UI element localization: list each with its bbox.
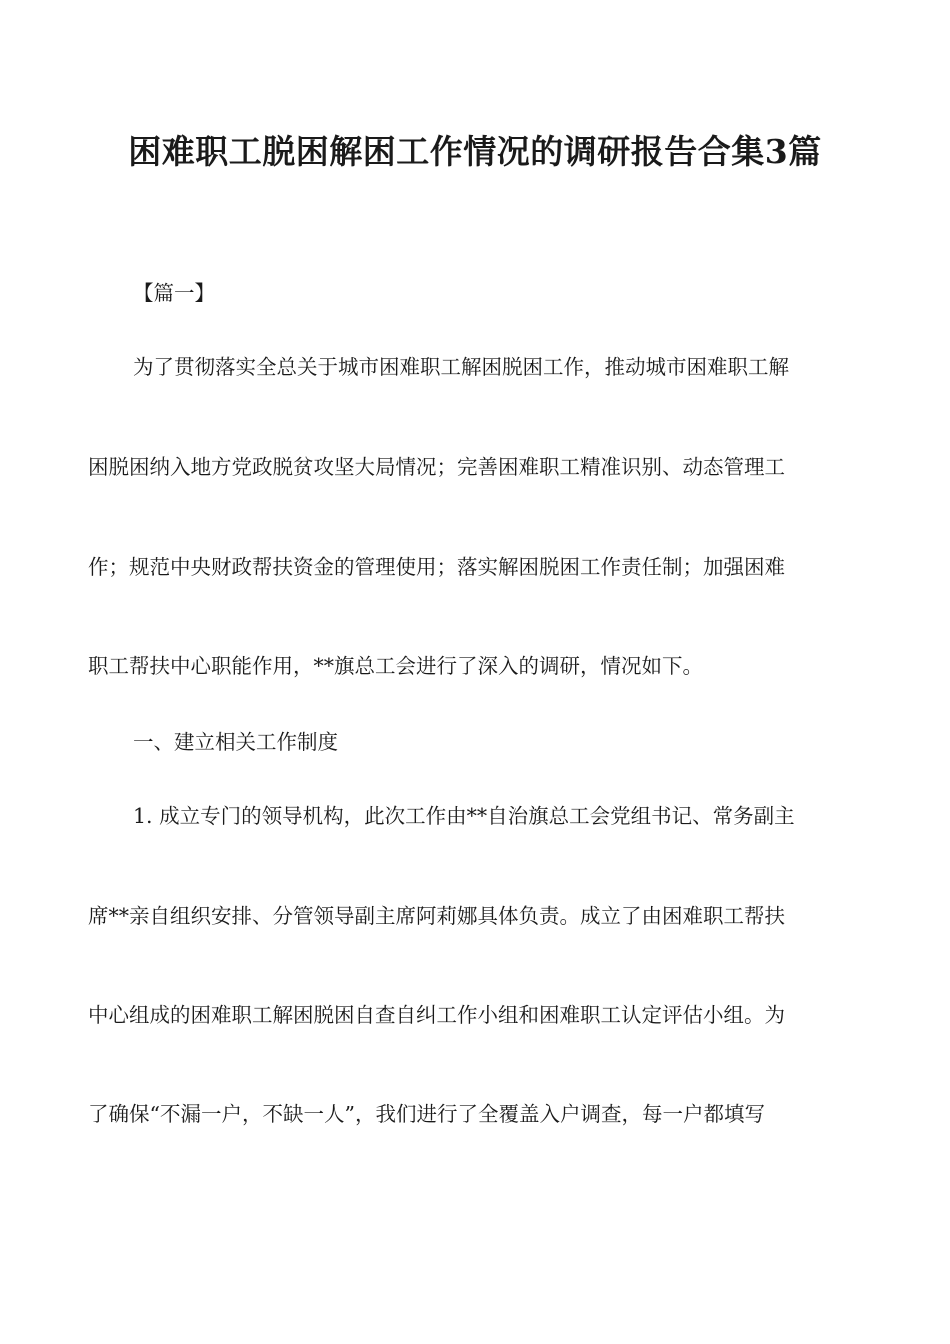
paragraph-line: 作；规范中央财政帮扶资金的管理使用；落实解困脱困工作责任制；加强困难 bbox=[88, 555, 785, 579]
section-heading: 一、建立相关工作制度 bbox=[133, 730, 338, 754]
paragraph-line: 了确保“不漏一户，不缺一人”，我们进行了全覆盖入户调查，每一户都填写 bbox=[88, 1102, 765, 1126]
paragraph-line: 为了贯彻落实全总关于城市困难职工解困脱困工作，推动城市困难职工解 bbox=[133, 355, 789, 379]
paragraph-line: 职工帮扶中心职能作用，**旗总工会进行了深入的调研，情况如下。 bbox=[88, 654, 703, 678]
paragraph-line: 席**亲自组织安排、分管领导副主席阿莉娜具体负责。成立了由困难职工帮扶 bbox=[88, 904, 785, 928]
document-title: 困难职工脱困解困工作情况的调研报告合集3篇 bbox=[128, 132, 822, 171]
paragraph-line: 困脱困纳入地方党政脱贫攻坚大局情况；完善困难职工精准识别、动态管理工 bbox=[88, 455, 785, 479]
paragraph-line: 1. 成立专门的领导机构，此次工作由**自治旗总工会党组书记、常务副主 bbox=[133, 804, 795, 828]
section-marker: 【篇一】 bbox=[133, 281, 215, 305]
paragraph-line: 中心组成的困难职工解困脱困自查自纠工作小组和困难职工认定评估小组。为 bbox=[88, 1003, 785, 1027]
